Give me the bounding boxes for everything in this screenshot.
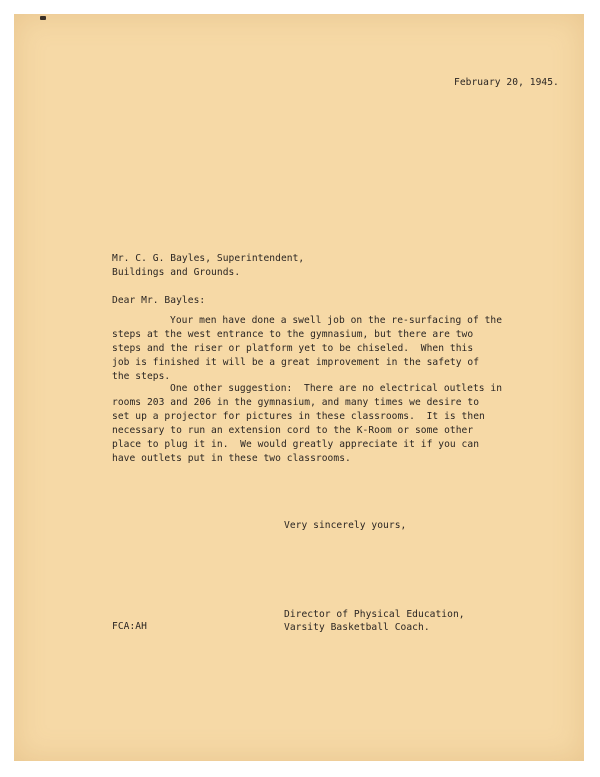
paragraph-2-line: set up a projector for pictures in these classrooms. It is then — [112, 411, 485, 422]
letter-date: February 20, 1945. — [454, 77, 559, 88]
signature-title-2: Varsity Basketball Coach. — [284, 622, 430, 633]
salutation: Dear Mr. Bayles: — [112, 295, 206, 306]
paragraph-2-line: rooms 203 and 206 in the gymnasium, and many times we desire to — [112, 397, 480, 408]
paragraph-1-line: Your men have done a swell job on the re-surfacing of the — [170, 315, 503, 326]
paragraph-2-line: necessary to run an extension cord to the K-Room or some other — [112, 425, 474, 436]
paragraph-2-line: have outlets put in these two classrooms. — [112, 453, 351, 464]
recipient-line-1: Mr. C. G. Bayles, Superintendent, — [112, 253, 305, 264]
paragraph-2 — [112, 382, 512, 466]
recipient-line-2: Buildings and Grounds. — [112, 267, 241, 278]
paragraph-1-line: steps and the riser or platform yet to be chiseled. When this — [112, 343, 474, 354]
paragraph-1-line: the steps. — [112, 371, 171, 382]
typist-initials: FCA:AH — [112, 621, 147, 632]
closing: Very sincerely yours, — [284, 520, 407, 531]
paper-speck — [40, 16, 46, 20]
paragraph-1 — [112, 314, 512, 384]
paragraph-2-line: One other suggestion: There are no electrical outlets in — [170, 383, 503, 394]
paragraph-1-line: steps at the west entrance to the gymnasium, but there are two — [112, 329, 474, 340]
signature-title-1: Director of Physical Education, — [284, 609, 465, 620]
paragraph-1-line: job is finished it will be a great improvement in the safety of — [112, 357, 480, 368]
letter-sheet — [14, 14, 584, 761]
paragraph-2-line: place to plug it in. We would greatly appreciate it if you can — [112, 439, 480, 450]
